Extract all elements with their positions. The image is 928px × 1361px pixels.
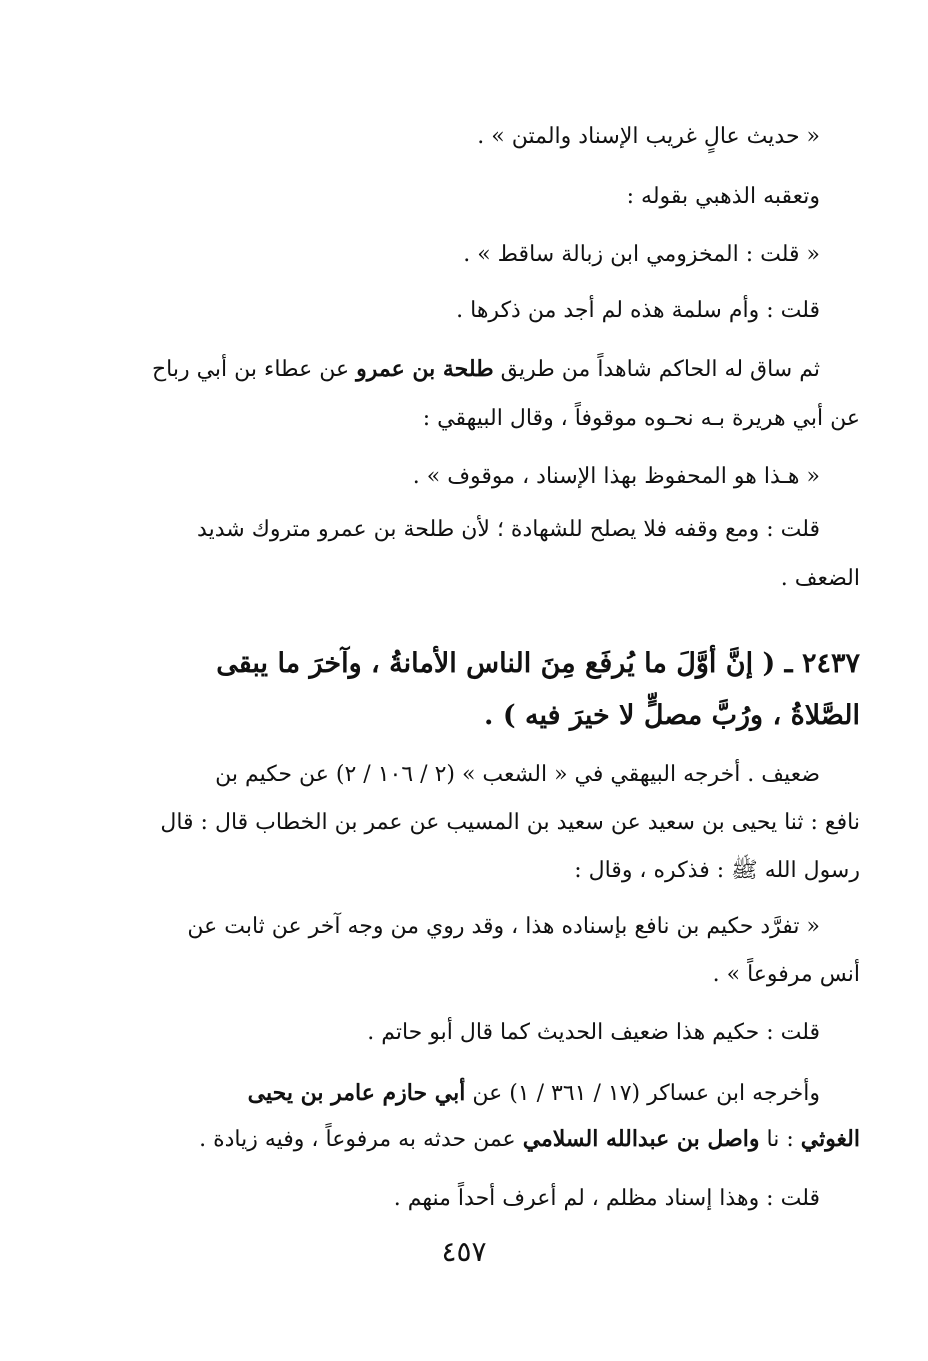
text-line: قلت : وهذا إسناد مظلم ، لم أعرف أحداً منهم . — [393, 1186, 820, 1211]
text-line: قلت : حكيم هذا ضعيف الحديث كما قال أبو حاتم . — [367, 1020, 820, 1045]
narrator-name: طلحة بن عمرو — [356, 356, 494, 382]
text-line: أنس مرفوعاً » . — [712, 962, 860, 987]
text-line: ضعيف . أخرجه البيهقي في « الشعب » (٢ / ١٠٦ / ٢) عن حكيم بن — [215, 762, 820, 787]
hadith-heading: ٢٤٣٧ ـ ( إنَّ أوَّلَ ما يُرفَع مِنَ الناس الأمانةُ ، وآخرَ ما يبقى — [216, 648, 860, 679]
text-line: « تفرَّد حكيم بن نافع بإسناده هذا ، وقد روي من وجه آخر عن ثابت عن — [187, 914, 820, 939]
text-line — [120, 1078, 820, 1108]
text-line: عن أبي هريرة بـه نحـوه موقوفاً ، وقال البيهقي : — [422, 406, 860, 431]
text-line: الضعف . — [780, 566, 860, 591]
hadith-heading: الصَّلاةُ ، ورُبَّ مصلٍّ لا خيرَ فيه ) . — [484, 700, 860, 731]
page-number: ٤٥٧ — [441, 1235, 487, 1268]
narrator-name: واصل بن عبدالله السلامي — [522, 1126, 760, 1152]
text-span: ثم ساق له الحاكم شاهداً من طريق — [493, 357, 820, 382]
text-line: « حديث عالٍ غريب الإسناد والمتن » . — [477, 124, 820, 149]
text-line: وتعقبه الذهبي بقوله : — [626, 184, 820, 209]
text-line: رسول الله ﷺ : فذكره ، وقال : — [574, 858, 860, 883]
text-span: عن عطاء بن أبي رباح — [151, 357, 357, 382]
text-line: قلت : ومع وقفه فلا يصلح للشهادة ؛ لأن طلحة بن عمرو متروك شديد — [197, 517, 820, 542]
text-line: نافع : ثنا يحيى بن سعيد عن سعيد بن المسيب عن عمر بن الخطاب قال : قال — [160, 810, 860, 835]
narrator-name: أبي حازم عامر بن يحيى — [247, 1080, 466, 1106]
text-line: قلت : وأم سلمة هذه لم أجد من ذكرها . — [456, 298, 820, 323]
text-span: وأخرجه ابن عساكر (١٧ / ٣٦١ / ١) عن — [465, 1081, 820, 1106]
text-line — [120, 1124, 860, 1154]
text-span: : نا — [759, 1127, 801, 1152]
text-line: « قلت : المخزومي ابن زبالة ساقط » . — [463, 242, 820, 267]
narrator-name: الغوثي — [800, 1126, 860, 1152]
text-line: « هـذا هو المحفوظ بهذا الإسناد ، موقوف » . — [412, 464, 820, 489]
text-line — [120, 354, 820, 384]
text-span: عمن حدثه به مرفوعاً ، وفيه زيادة . — [199, 1127, 523, 1152]
